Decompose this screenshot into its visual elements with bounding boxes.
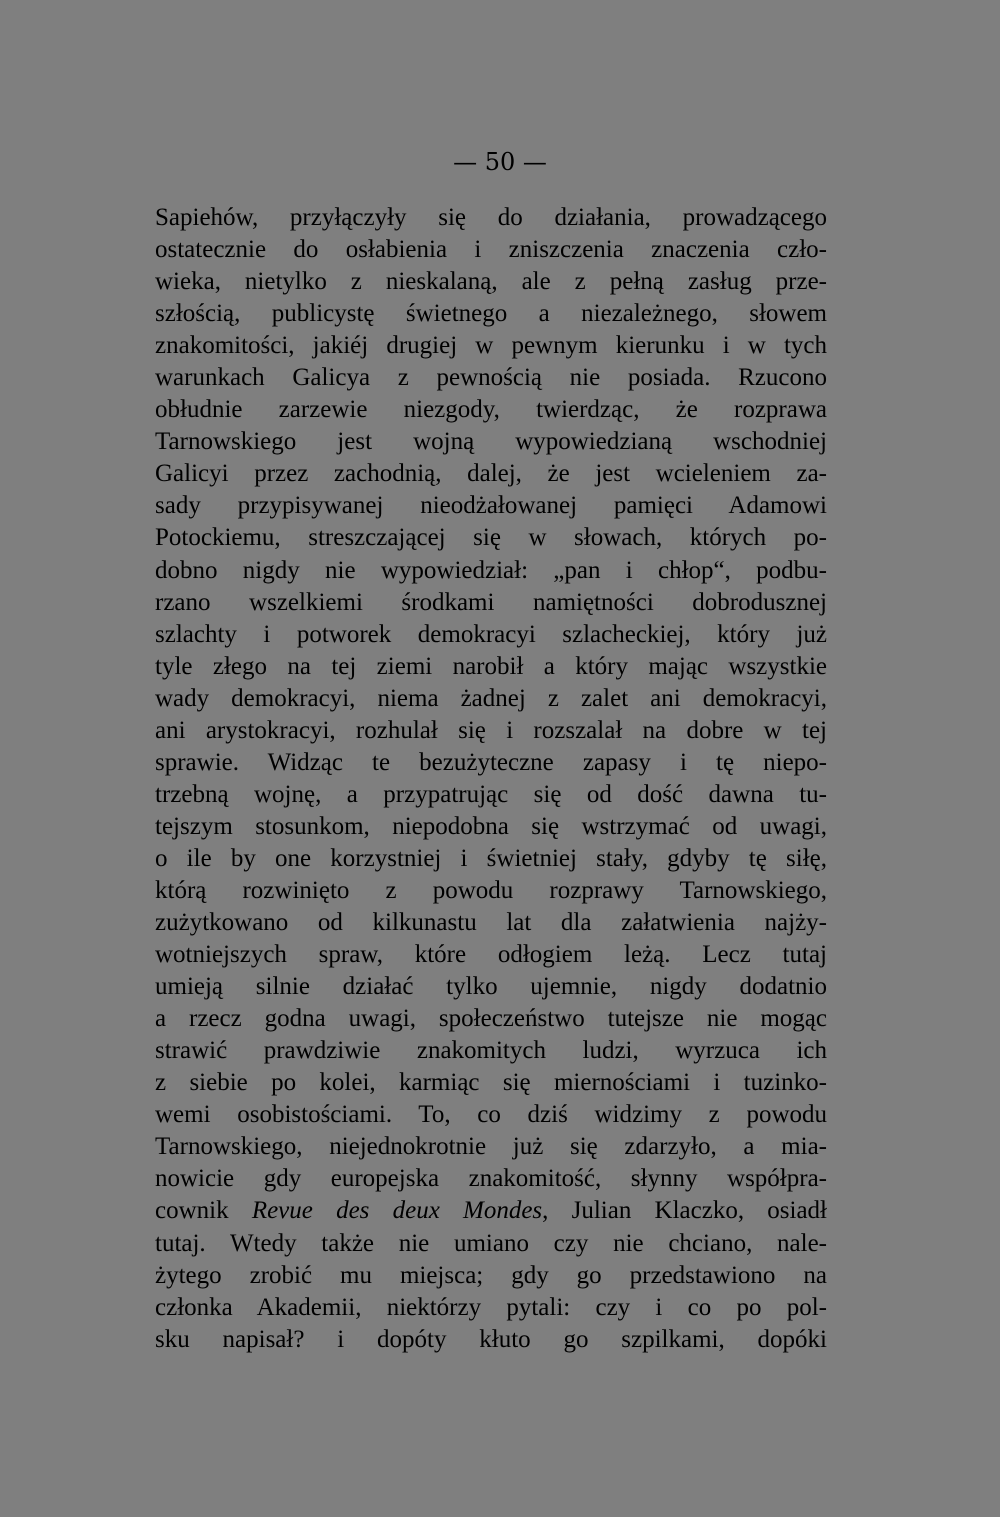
- page-number: — 50 —: [453, 148, 547, 176]
- text-line: żytego zrobić mu miejsca; gdy go przedstawiono na: [155, 1261, 827, 1289]
- text-line: [155, 1195, 827, 1227]
- text-line: rzano wszelkiemi środkami namiętności dobrodusznej: [155, 588, 827, 616]
- text-line: a rzecz godna uwagi, społeczeństwo tutejsze nie mogąc: [155, 1005, 827, 1033]
- text-line: dobno nigdy nie wypowiedział: „pan i chłop“, podbu-: [155, 556, 827, 584]
- text-line: tutaj. Wtedy także nie umiano czy nie chciano, nale-: [155, 1229, 827, 1257]
- text-line: szlachty i potworek demokracyi szlacheckiej, który już: [155, 620, 827, 648]
- italic-title: Revue des deux Mondes: [251, 1197, 543, 1225]
- text-line: zużytkowano od kilkunastu lat dla załatwienia najży-: [155, 909, 827, 937]
- text-line: Tarnowskiego jest wojną wypowiedzianą wschodniej: [155, 428, 827, 456]
- text-line: sady przypisywanej nieodżałowanej pamięci Adamowi: [155, 492, 827, 520]
- text-line: z siebie po kolei, karmiąc się miernościami i tuzinko-: [155, 1069, 827, 1097]
- text-line: warunkach Galicya z pewnością nie posiada. Rzucono: [155, 364, 827, 392]
- body-text: [155, 202, 827, 1356]
- text-line: wotniejszych spraw, które odłogiem leżą. Lecz tutaj: [155, 941, 827, 969]
- text-line: tejszym stosunkom, niepodobna się wstrzymać od uwagi,: [155, 812, 827, 840]
- text-line: ostatecznie do osłabienia i zniszczenia znaczenia czło-: [155, 236, 827, 264]
- text-line: Sapiehów, przyłączyły się do działania, prowadzącego: [155, 204, 827, 231]
- text-line: nowicie gdy europejska znakomitość, słynny współpra-: [155, 1165, 827, 1193]
- text-line: sku napisał? i dopóty kłuto go szpilkami, dopóki: [155, 1325, 827, 1353]
- text-line: wady demokracyi, niema żadnej z zalet ani demokracyi,: [155, 684, 827, 712]
- text-line: znakomitości, jakiéj drugiej w pewnym kierunku i w tych: [155, 332, 827, 360]
- text-line: tyle złego na tej ziemi narobił a który mając wszystkie: [155, 652, 827, 680]
- text-line: wieka, nietylko z nieskalaną, ale z pełną zasług prze-: [155, 268, 827, 296]
- text-line: obłudnie zarzewie niezgody, twierdząc, że rozprawa: [155, 396, 827, 424]
- text-segment: cownik: [155, 1197, 252, 1225]
- text-line: ani arystokracyi, rozhulał się i rozszalał na dobre w tej: [155, 716, 827, 744]
- text-line: szłością, publicystę świetnego a niezależnego, słowem: [155, 300, 827, 328]
- text-line: o ile by one korzystniej i świetniej stały, gdyby tę siłę,: [155, 844, 827, 872]
- text-line: trzebną wojnę, a przypatrując się od dość dawna tu-: [155, 780, 827, 808]
- text-line: Galicyi przez zachodnią, dalej, że jest wcieleniem za-: [155, 460, 827, 488]
- text-line: umieją silnie działać tylko ujemnie, nigdy dodatnio: [155, 973, 827, 1001]
- text-line: sprawie. Widząc te bezużyteczne zapasy i tę niepo-: [155, 748, 827, 776]
- text-line: strawić prawdziwie znakomitych ludzi, wyrzuca ich: [155, 1037, 827, 1065]
- text-line: Potockiemu, streszczającej się w słowach, których po-: [155, 524, 827, 552]
- text-line: wemi osobistościami. To, co dziś widzimy z powodu: [155, 1101, 827, 1129]
- text-segment: , Julian Klaczko, osiadł: [542, 1197, 827, 1225]
- text-line: Tarnowskiego, niejednokrotnie już się zdarzyło, a mia-: [155, 1133, 827, 1161]
- text-line: którą rozwinięto z powodu rozprawy Tarnowskiego,: [155, 876, 827, 904]
- text-line: członka Akademii, niektórzy pytali: czy i co po pol-: [155, 1293, 827, 1321]
